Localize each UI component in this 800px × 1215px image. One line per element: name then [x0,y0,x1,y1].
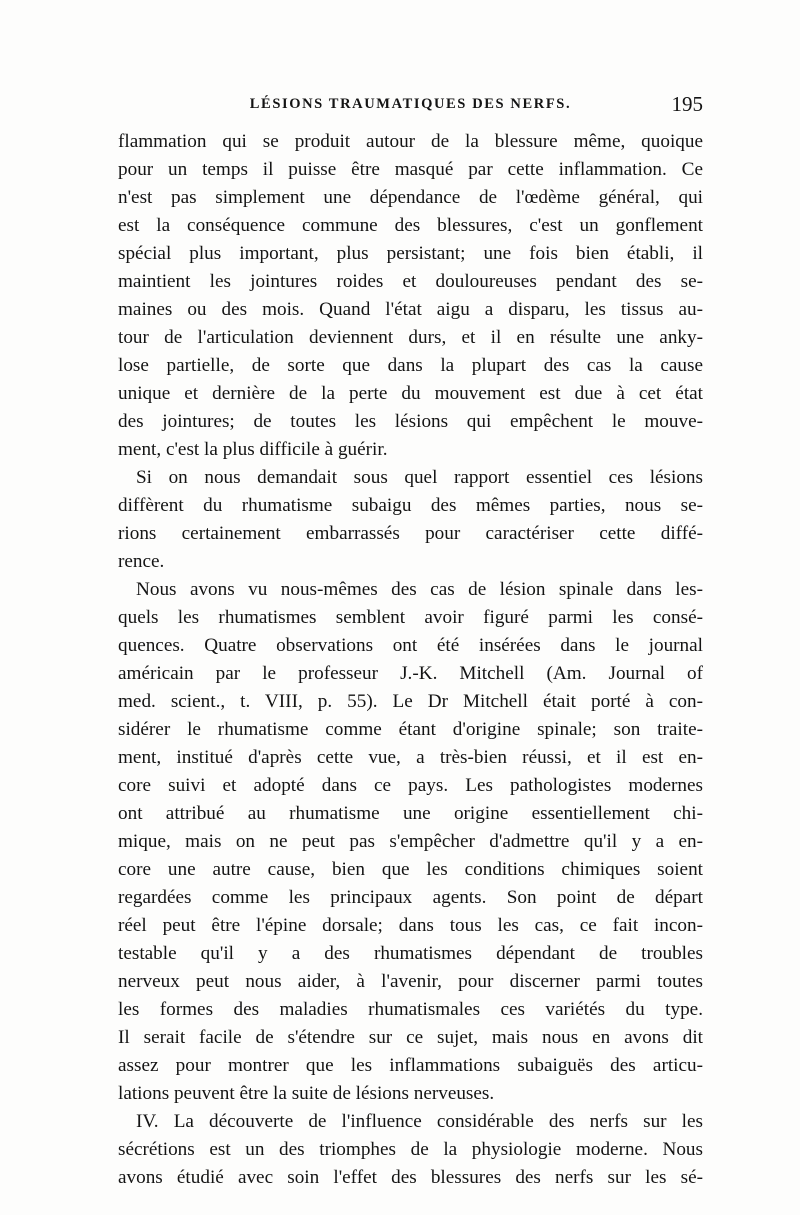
text-line: les formes des maladies rhumatismales ces variétés du type. [118,999,703,1020]
text-line: sidérer le rhumatisme comme étant d'origine spinale; son traite- [118,719,703,740]
text-line: quels les rhumatismes semblent avoir figuré parmi les consé- [118,607,703,628]
body-text [118,128,703,1192]
text-line: avons étudié avec soin l'effet des blessures des nerfs sur les sé- [118,1167,703,1188]
text-line: pour un temps il puisse être masqué par cette inflammation. Ce [118,159,703,180]
text-line: assez pour montrer que les inflammations subaiguës des articu- [118,1055,703,1076]
text-line: IV. La découverte de l'influence considérable des nerfs sur les [136,1111,703,1132]
text-line: diffèrent du rhumatisme subaigu des mêmes parties, nous se- [118,495,703,516]
text-line: core suivi et adopté dans ce pays. Les pathologistes modernes [118,775,703,796]
text-line: rions certainement embarrassés pour caractériser cette diffé- [118,523,703,544]
text-line: réel peut être l'épine dorsale; dans tous les cas, ce fait incon- [118,915,703,936]
running-header [118,92,703,122]
text-line: est la conséquence commune des blessures, c'est un gonflement [118,215,703,236]
text-line: maintient les jointures roides et douloureuses pendant des se- [118,271,703,292]
text-line: des jointures; de toutes les lésions qui empêchent le mouve- [118,411,703,432]
text-line: nerveux peut nous aider, à l'avenir, pour discerner parmi toutes [118,971,703,992]
text-line: flammation qui se produit autour de la blessure même, quoique [118,131,703,152]
text-line: n'est pas simplement une dépendance de l'œdème général, qui [118,187,703,208]
text-line: rence. [118,551,165,572]
text-line: spécial plus important, plus persistant; une fois bien établi, il [118,243,703,264]
running-title: LÉSIONS TRAUMATIQUES DES NERFS. [249,96,572,112]
text-line: unique et dernière de la perte du mouvement est due à cet état [118,383,703,404]
text-line: Nous avons vu nous-mêmes des cas de lésion spinale dans les- [136,579,703,600]
text-line: américain par le professeur J.-K. Mitchell (Am. Journal of [118,663,703,684]
text-line: maines ou des mois. Quand l'état aigu a disparu, les tissus au- [118,299,703,320]
text-line: tour de l'articulation deviennent durs, et il en résulte une anky- [118,327,703,348]
text-line: ment, c'est la plus difficile à guérir. [118,439,388,460]
text-line: lose partielle, de sorte que dans la plupart des cas la cause [118,355,703,376]
text-line: mique, mais on ne peut pas s'empêcher d'admettre qu'il y a en- [118,831,703,852]
page-number: 195 [671,92,703,116]
text-line: core une autre cause, bien que les conditions chimiques soient [118,859,703,880]
text-line: lations peuvent être la suite de lésions nerveuses. [118,1083,495,1104]
text-line: Il serait facile de s'étendre sur ce sujet, mais nous en avons dit [118,1027,703,1048]
text-line: ment, institué d'après cette vue, a très-bien réussi, et il est en- [118,747,703,768]
text-line: Si on nous demandait sous quel rapport essentiel ces lésions [136,467,703,488]
text-line: med. scient., t. VIII, p. 55). Le Dr Mitchell était porté à con- [118,691,703,712]
text-line: ont attribué au rhumatisme une origine essentiellement chi- [118,803,703,824]
text-line: sécrétions est un des triomphes de la physiologie moderne. Nous [118,1139,703,1160]
text-line: quences. Quatre observations ont été insérées dans le journal [118,635,703,656]
text-line: testable qu'il y a des rhumatismes dépendant de troubles [118,943,703,964]
text-line: regardées comme les principaux agents. Son point de départ [118,887,703,908]
